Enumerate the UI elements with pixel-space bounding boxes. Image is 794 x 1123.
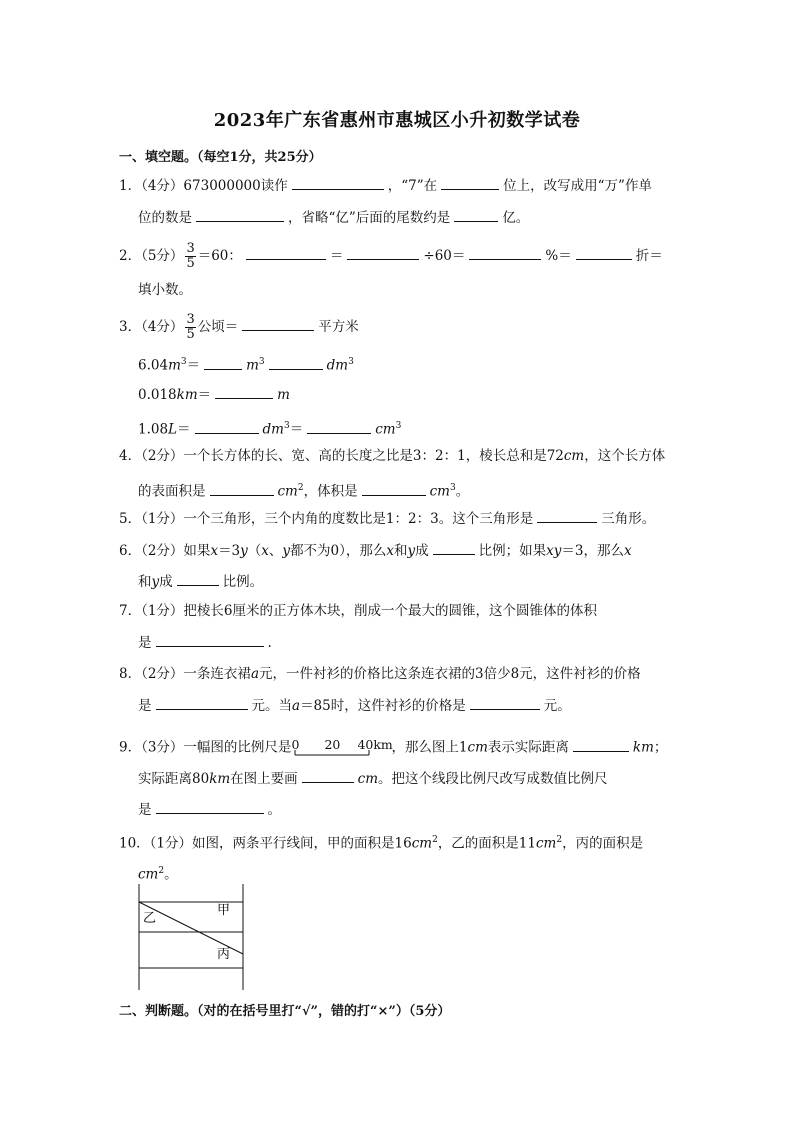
- answer-blank[interactable]: [470, 695, 540, 710]
- question-5-line-1: 5．（1分）一个三角形，三个内角的度数比是1：2：3。这个三角形是 三角形。: [119, 508, 655, 529]
- answer-blank[interactable]: [177, 571, 219, 586]
- answer-blank[interactable]: [362, 481, 426, 496]
- question-7-line-1: 7．（1分）把棱长6厘米的正方体木块，削成一个最大的圆锥，这个圆锥体的体积: [119, 603, 598, 619]
- answer-blank[interactable]: [307, 419, 371, 434]
- question-10-line-2: $cm^2$。: [138, 866, 178, 883]
- question-2-line-1: 2．（5分） $\frac{3}{5}$ ＝60： ＝ ÷60＝ %＝ 折＝: [119, 241, 663, 271]
- answer-blank[interactable]: [196, 207, 284, 222]
- answer-blank[interactable]: [433, 540, 475, 555]
- section-heading-true-false: 二、判断题。（对的在括号里打“√”，错的打“×”）（5分）: [119, 1004, 451, 1019]
- scale-bar: [291, 735, 391, 761]
- answer-blank[interactable]: [576, 245, 632, 260]
- question-6-line-2: 和y成 比例。: [138, 571, 263, 592]
- question-9-line-1: 9．（3分）一幅图的比例尺是 0 20 40km ，那么图上1cm表示实际距离 km；: [119, 735, 667, 761]
- page-title: 2023年广东省惠州市惠城区小升初数学试卷: [213, 110, 581, 131]
- answer-blank[interactable]: [441, 175, 499, 190]
- answer-blank[interactable]: [246, 245, 326, 260]
- answer-blank[interactable]: [156, 799, 264, 814]
- label-bing: 丙: [217, 947, 231, 962]
- answer-blank[interactable]: [454, 207, 498, 222]
- line-segment-scale: 0 20 40km: [291, 735, 391, 761]
- question-3-line-4: $1.08L= dm^3= cm^3$: [138, 416, 401, 440]
- question-3-line-3: 0.018km＝ m: [138, 384, 290, 405]
- question-4-line-2: 的表面积是 $cm^2$，体积是 $cm^3$。: [138, 478, 469, 502]
- label-jia: 甲: [217, 903, 231, 918]
- question-1-line-2: 位的数是 ，省略“亿”后面的尾数约是 亿。: [138, 207, 529, 228]
- parallel-lines-figure: [131, 884, 251, 990]
- label-yi: 乙: [143, 911, 157, 926]
- answer-blank[interactable]: [156, 632, 264, 647]
- section-heading-fill-in: 一、填空题。（每空1分，共25分）: [119, 150, 322, 165]
- answer-blank[interactable]: [573, 737, 629, 752]
- answer-blank[interactable]: [156, 695, 248, 710]
- answer-blank[interactable]: [242, 316, 314, 331]
- answer-blank[interactable]: [537, 508, 597, 523]
- question-9-line-2: 实际距离80km在图上要画 cm。把这个线段比例尺改写成数值比例尺: [138, 768, 608, 789]
- question-8-line-2: 是 元。当a＝85时，这件衬衫的价格是 元。: [138, 695, 571, 716]
- answer-blank[interactable]: [469, 245, 541, 260]
- question-4-line-1: 4．（2分）一个长方体的长、宽、高的长度之比是3：2：1，棱长总和是72cm，这个长方体: [119, 448, 666, 464]
- question-3-line-2: $6.04m^3= m^3$ $dm^3$: [138, 352, 354, 376]
- fraction: $\frac{3}{5}$: [186, 241, 195, 271]
- answer-blank[interactable]: [269, 355, 323, 370]
- answer-blank[interactable]: [204, 355, 242, 370]
- question-10-line-1: 10．（1分）如图，两条平行线间，甲的面积是$16cm^2$，乙的面积是$11cm^2$，丙的面积是: [119, 835, 644, 852]
- question-8-line-1: 8．（2分）一条连衣裙a元，一件衬衫的价格比这条连衣裙的3倍少8元，这件衬衫的价格: [119, 666, 641, 682]
- question-6-line-1: 6．（2分）如果x＝3y（x、y都不为0），那么x和y成 比例；如果xy＝3，那么x: [119, 540, 632, 561]
- fraction: $\frac{3}{5}$: [186, 312, 195, 342]
- question-1-line-1: 1．（4分）673000000读作 ，“7”在 位上，改写成用“万”作单: [119, 175, 652, 196]
- answer-blank[interactable]: [195, 419, 259, 434]
- answer-blank[interactable]: [215, 384, 273, 399]
- answer-blank[interactable]: [347, 245, 419, 260]
- question-3-line-1: 3．（4分） $\frac{3}{5}$ 公顷＝ 平方米: [119, 312, 359, 342]
- answer-blank[interactable]: [292, 175, 384, 190]
- question-2-line-2: 填小数。: [138, 282, 192, 298]
- question-7-line-2: 是 .: [138, 632, 272, 653]
- question-9-line-3: 是 。: [138, 799, 281, 820]
- answer-blank[interactable]: [302, 768, 354, 783]
- answer-blank[interactable]: [210, 481, 274, 496]
